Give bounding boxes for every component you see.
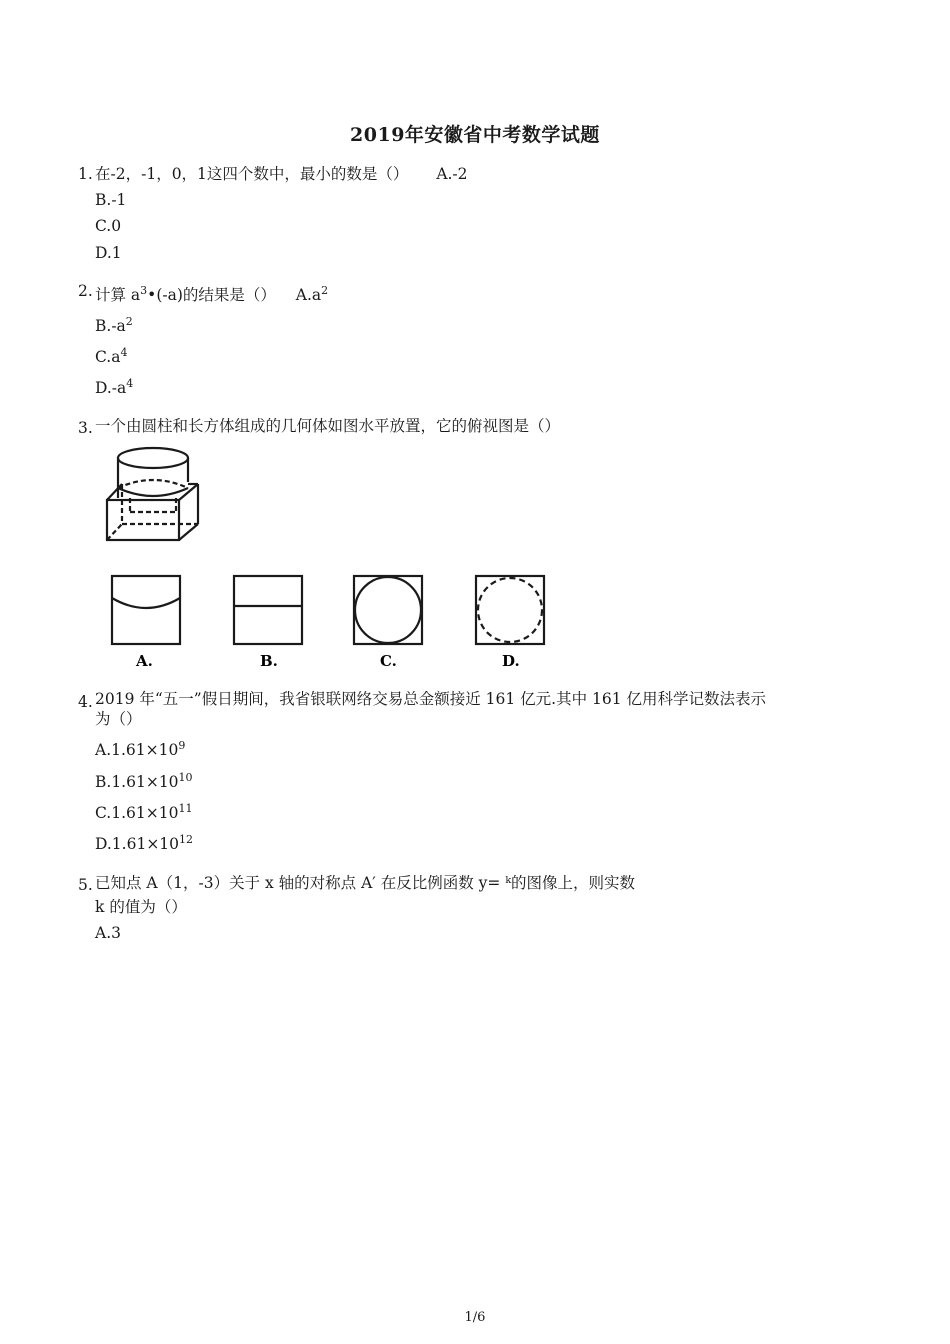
q1-option-c: C.0	[95, 217, 122, 235]
choice-a-figure	[112, 576, 180, 644]
q4-option-b: $B.1.61\times 10^{10}$	[95, 771, 193, 791]
q1-option-b: B.-1	[95, 191, 127, 209]
q3-number: 3.	[78, 419, 93, 437]
q4-option-c: $C.1.61\times 10^{11}$	[95, 802, 193, 822]
page-number: 1/6	[464, 1310, 486, 1325]
q1-option-a: A.-2	[436, 165, 468, 183]
q2-text	[95, 285, 328, 305]
q5-text-line2: k 的值为（）	[95, 898, 187, 916]
choice-b-label: B.	[260, 652, 278, 670]
solid-figure	[100, 442, 210, 546]
q2-option-a: A.a	[295, 286, 322, 304]
q1-text	[95, 164, 468, 184]
q2-option-b: $B.-a^2$	[95, 315, 133, 335]
q5-number: 5.	[78, 876, 93, 894]
q4-text: 2019 年“五一”假日期间，我省银联网络交易总金额接近 161 亿元.其中 161 亿用科学记数法表示	[95, 690, 767, 708]
q1-stem: 在-2，-1，0，1这四个数中，最小的数是（）	[95, 165, 409, 183]
q4-text-line2: 为（）	[95, 710, 142, 728]
q2-option-d: $D.-a^4$	[95, 377, 134, 397]
q4-number: 4.	[78, 693, 93, 711]
choice-d-figure	[476, 576, 544, 644]
q1-option-d: D.1	[95, 244, 122, 262]
q2-option-c: $C.a^4$	[95, 346, 128, 366]
q2-option-a-sup: 2	[321, 284, 329, 297]
q4-option-d: $D.1.61\times 10^{12}$	[95, 833, 194, 853]
q2-stem-pre: 计算 a	[95, 286, 141, 304]
q2-stem-sup: 3	[140, 284, 148, 297]
choice-c-figure	[354, 576, 422, 644]
q4-option-a: $A.1.61\times 10^9$	[95, 739, 186, 759]
page-title: 2019年安徽省中考数学试题	[350, 124, 600, 146]
choice-a-label: A.	[136, 652, 153, 670]
q3-text: 一个由圆柱和长方体组成的几何体如图水平放置，它的俯视图是（）	[95, 417, 561, 435]
choice-b-figure	[234, 576, 302, 644]
choice-d-label: D.	[502, 652, 520, 670]
choice-c-label: C.	[380, 652, 397, 670]
q3-choices	[100, 566, 570, 676]
q1-number: 1.	[78, 165, 93, 183]
q5-text: 已知点 A（1，-3）关于 x 轴的对称点 A′ 在反比例函数 y= ᵏ的图像上，则实数	[95, 874, 635, 892]
q2-number: 2.	[78, 282, 93, 300]
q5-option-a: A.3	[95, 924, 121, 942]
q2-stem-post: •(-a)的结果是（）	[147, 286, 276, 304]
